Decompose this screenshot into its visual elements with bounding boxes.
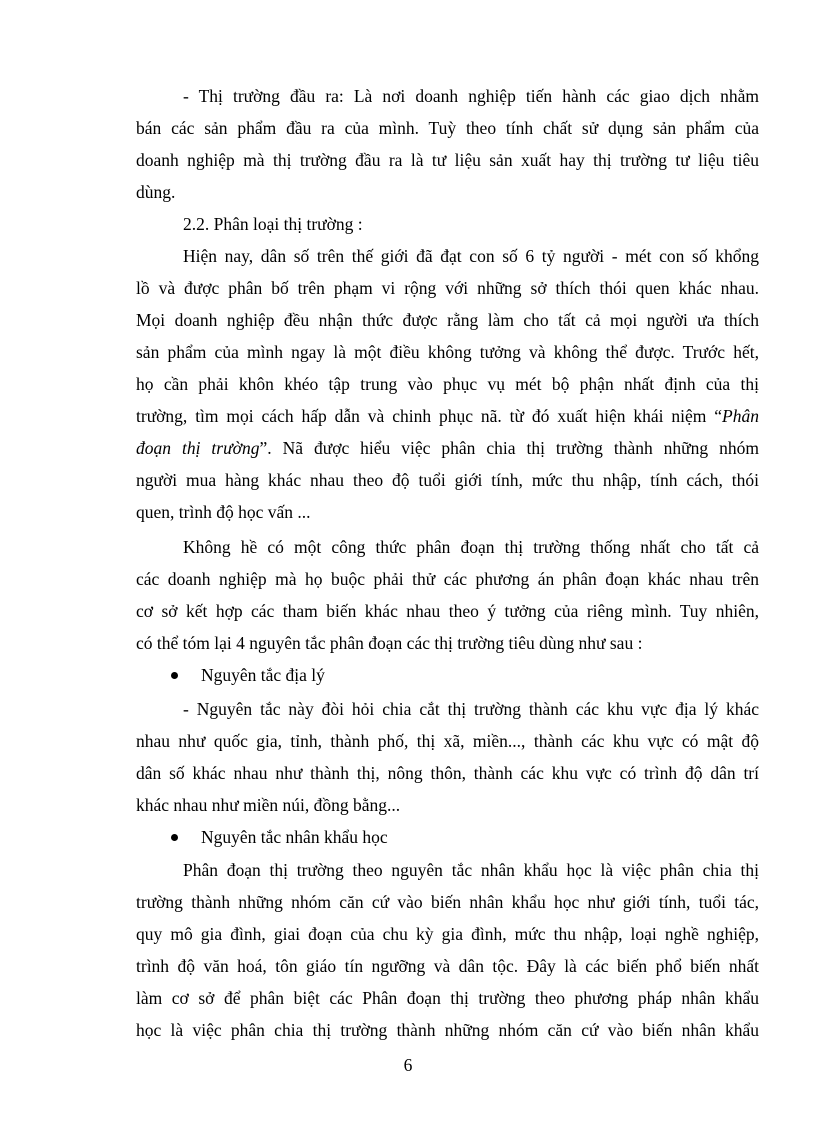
text-line: bán các sản phẩm đầu ra của mình. Tuỳ theo tính chất sử dụng sản phẩm của <box>136 118 759 138</box>
paragraph-output-market <box>136 80 759 208</box>
text-line: quy mô gia đình, giai đoạn của chu kỳ gia đình, mức thu nhập, loại nghề nghiệp, <box>136 924 759 944</box>
bullet-item-demographic <box>171 821 388 853</box>
bullet-icon <box>171 834 178 841</box>
text-line: Mọi doanh nghiệp đều nhận thức được rằng làm cho tất cả mọi người ưa thích <box>136 310 759 330</box>
text-line: học là việc phân chia thị trường thành những nhóm căn cứ vào biến nhân khẩu <box>136 1020 759 1040</box>
text-line <box>136 432 759 464</box>
text-line: làm cơ sở để phân biệt các Phân đoạn thị trường theo phương pháp nhân khẩu <box>136 988 759 1008</box>
paragraph-segmentation-principles <box>136 531 759 659</box>
text-line: họ cần phải khôn khéo tập trung vào phục vụ mét bộ phận nhất định của thị <box>136 374 759 394</box>
text-line: sản phẩm của mình ngay là một điều không tưởng và không thể được. Trước hết, <box>136 342 759 362</box>
text-line: doanh nghiệp mà thị trường đầu ra là tư liệu sản xuất hay thị trường tư liệu tiêu <box>136 150 759 170</box>
text-line: trường thành những nhóm căn cứ vào biến nhân khẩu học như giới tính, tuổi tác, <box>136 892 759 912</box>
page-number: 6 <box>403 1055 413 1075</box>
paragraph-demographic-principle <box>136 854 759 1046</box>
text-line: dân số khác nhau như thành thị, nông thôn, thành các khu vực có trình độ dân trí <box>136 763 759 783</box>
text-line: quen, trình độ học vấn ... <box>136 502 311 522</box>
bullet-item-geographic <box>171 659 325 691</box>
italic-term: đoạn thị trường <box>136 438 260 458</box>
heading-text: 2.2. Phân loại thị trường : <box>183 214 363 234</box>
text-line <box>136 400 759 432</box>
text-line: cơ sở kết hợp các tham biến khác nhau theo ý tưởng của riêng mình. Tuy nhiên, <box>136 601 759 621</box>
text-line: có thể tóm lại 4 nguyên tắc phân đoạn các thị trường tiêu dùng như sau : <box>136 633 643 653</box>
text-line: các doanh nghiệp mà họ buộc phải thử các phương án phân đoạn khác nhau trên <box>136 569 759 589</box>
italic-term: Phân <box>722 406 759 426</box>
text-line: - Nguyên tắc này đòi hỏi chia cắt thị trường thành các khu vực địa lý khác <box>183 699 759 719</box>
text-line: lồ và được phân bố trên phạm vi rộng với những sở thích thói quen khác nhau. <box>136 278 759 298</box>
text-line: Hiện nay, dân số trên thế giới đã đạt con số 6 tỷ người - mét con số khổng <box>183 246 759 266</box>
text-line: dùng. <box>136 182 176 202</box>
text-line: nhau như quốc gia, tỉnh, thành phố, thị xã, miền..., thành các khu vực có mật độ <box>136 731 759 751</box>
bullet-label: Nguyên tắc địa lý <box>201 665 325 685</box>
text-run: ”. Nã được hiểu việc phân chia thị trường thành những nhóm <box>259 438 759 458</box>
bullet-icon <box>171 672 178 679</box>
text-line: người mua hàng khác nhau theo độ tuổi giới tính, mức thu nhập, tính cách, thói <box>136 470 759 490</box>
text-line: Phân đoạn thị trường theo nguyên tắc nhân khẩu học là việc phân chia thị <box>183 860 759 880</box>
bullet-label: Nguyên tắc nhân khẩu học <box>201 827 388 847</box>
paragraph-market-segmentation-intro <box>136 240 759 528</box>
text-line: Không hề có một công thức phân đoạn thị trường thống nhất cho tất cả <box>183 537 759 557</box>
text-line: trình độ văn hoá, tôn giáo tín ngưỡng và dân tộc. Đây là các biến phổ biến nhất <box>136 956 759 976</box>
paragraph-geographic-principle <box>136 693 759 821</box>
text-line: khác nhau như miền núi, đồng bằng... <box>136 795 401 815</box>
text-line: - Thị trường đầu ra: Là nơi doanh nghiệp tiến hành các giao dịch nhằm <box>183 86 759 106</box>
section-heading <box>136 208 759 240</box>
text-run: trường, tìm mọi cách hấp dẫn và chinh phục nã. từ đó xuất hiện khái niệm “ <box>136 406 723 426</box>
